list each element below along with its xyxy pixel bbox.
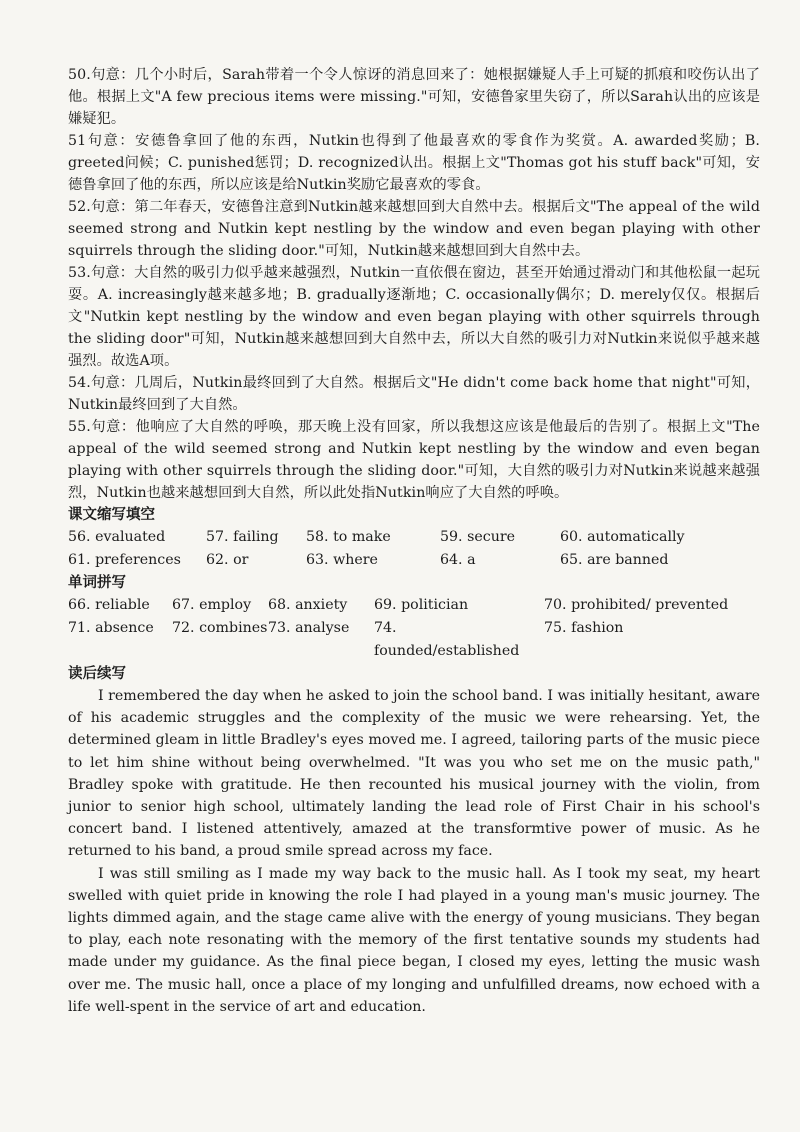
answer-item: 72. combines xyxy=(172,620,268,636)
essay-paragraph-2: I was still smiling as I made my way back to the music hall. As I took my seat, my heart swelled with quiet pride in knowing the role I had played in a young man's music journey. The lights dimmed again, and the stage came alive with the energy of young musicians. They began to play, each note resonating with the memory of the first tentative sounds my students had made under my guidance. As the final piece began, I closed my eyes, letting the music wash over me. The music hall, once a place of my longing and unfulfilled dreams, now echoed with a life well-spent in the service of art and education. xyxy=(68,865,760,1015)
answer-item: 67. employ xyxy=(172,597,252,613)
answer-item: 69. politician xyxy=(374,597,469,613)
answer-item: 58. to make xyxy=(306,529,391,545)
answer-item: 68. anxiety xyxy=(268,597,348,613)
explanation-53: 53.句意：大自然的吸引力似乎越来越强烈，Nutkin一直依偎在窗边，甚至开始通过滑动门和其他松鼠一起玩耍。A. increasingly越来越多地；B. gradually逐渐地；C. occasionally偶尔；D. merely仅仅。根据后文"Nutkin kept nestling by the window and even began playing with other squirrels through the sliding door"可知，Nutkin越来越想回到大自然中去，所以大自然的吸引力对Nutkin来说似乎越来越强烈。故选A项。 xyxy=(68,265,760,369)
essay-paragraph-1: I remembered the day when he asked to join the school band. I was initially hesitant, aware of his academic struggles and the complexity of the music we were rehearsing. Yet, the determined gleam in little Bradley's eyes moved me. I agreed, tailoring parts of the music piece to let him shine without being overwhelmed. "It was you who set me on the music path," Bradley spoke with gratitude. He then recounted his musical journey with the violin, from junior to senior high school, ultimately landing the lead role of First Chair in his school's concert band. I listened attentively, amazed at the transformtive power of music. As he returned to his band, a proud smile spread across my face. xyxy=(68,688,760,860)
answer-item: 70. prohibited/ prevented xyxy=(544,597,729,613)
answer-item: 74. founded/established xyxy=(374,620,520,659)
explanation-51: 51句意：安德鲁拿回了他的东西，Nutkin也得到了他最喜欢的零食作为奖赏。A. awarded奖励；B. greeted问候；C. punished惩罚；D. recognized认出。根据上文"Thomas got his stuff back"可知，安德鲁拿回了他的东西，所以应该是给Nutkin奖励它最喜欢的零食。 xyxy=(68,133,760,193)
spelling-heading: 单词拼写 xyxy=(68,575,126,591)
answer-item: 66. reliable xyxy=(68,597,150,613)
continuation-heading: 读后续写 xyxy=(68,666,126,682)
answer-item: 61. preferences xyxy=(68,552,181,568)
summary-answers xyxy=(68,526,760,572)
answer-item: 65. are banned xyxy=(560,552,669,568)
answer-item: 56. evaluated xyxy=(68,529,166,545)
answer-item: 59. secure xyxy=(440,529,516,545)
summary-heading: 课文缩写填空 xyxy=(68,507,155,523)
explanation-55: 55.句意：他响应了大自然的呼唤，那天晚上没有回家，所以我想这应该是他最后的告别了。根据上文"The appeal of the wild seemed strong and Nutkin kept nestling by the window and even began playing with other squirrels through the sliding door."可知，大自然的吸引力对Nutkin来说越来越强烈，Nutkin也越来越想回到大自然，所以此处指Nutkin响应了大自然的呼唤。 xyxy=(68,419,760,501)
answer-item: 60. automatically xyxy=(560,529,685,545)
explanation-54: 54.句意：几周后，Nutkin最终回到了大自然。根据后文"He didn't come back home that night"可知，Nutkin最终回到了大自然。 xyxy=(68,375,760,413)
answer-item: 64. a xyxy=(440,552,476,568)
answer-item: 63. where xyxy=(306,552,378,568)
answer-item: 71. absence xyxy=(68,620,154,636)
explanation-50: 50.句意：几个小时后，Sarah带着一个令人惊讶的消息回来了：她根据嫌疑人手上可疑的抓痕和咬伤认出了他。根据上文"A few precious items were missing."可知，安德鲁家里失窃了，所以Sarah认出的应该是嫌疑犯。 xyxy=(68,67,760,127)
answer-item: 62. or xyxy=(206,552,249,568)
answer-item: 57. failing xyxy=(206,529,279,545)
explanation-52: 52.句意：第二年春天，安德鲁注意到Nutkin越来越想回到大自然中去。根据后文"The appeal of the wild seemed strong and Nutkin kept nestling by the window and even began playing with other squirrels through the sliding door."可知，Nutkin越来越想回到大自然中去。 xyxy=(68,199,760,259)
answer-item: 73. analyse xyxy=(268,620,350,636)
spelling-answers xyxy=(68,594,760,663)
answer-item: 75. fashion xyxy=(544,620,624,636)
